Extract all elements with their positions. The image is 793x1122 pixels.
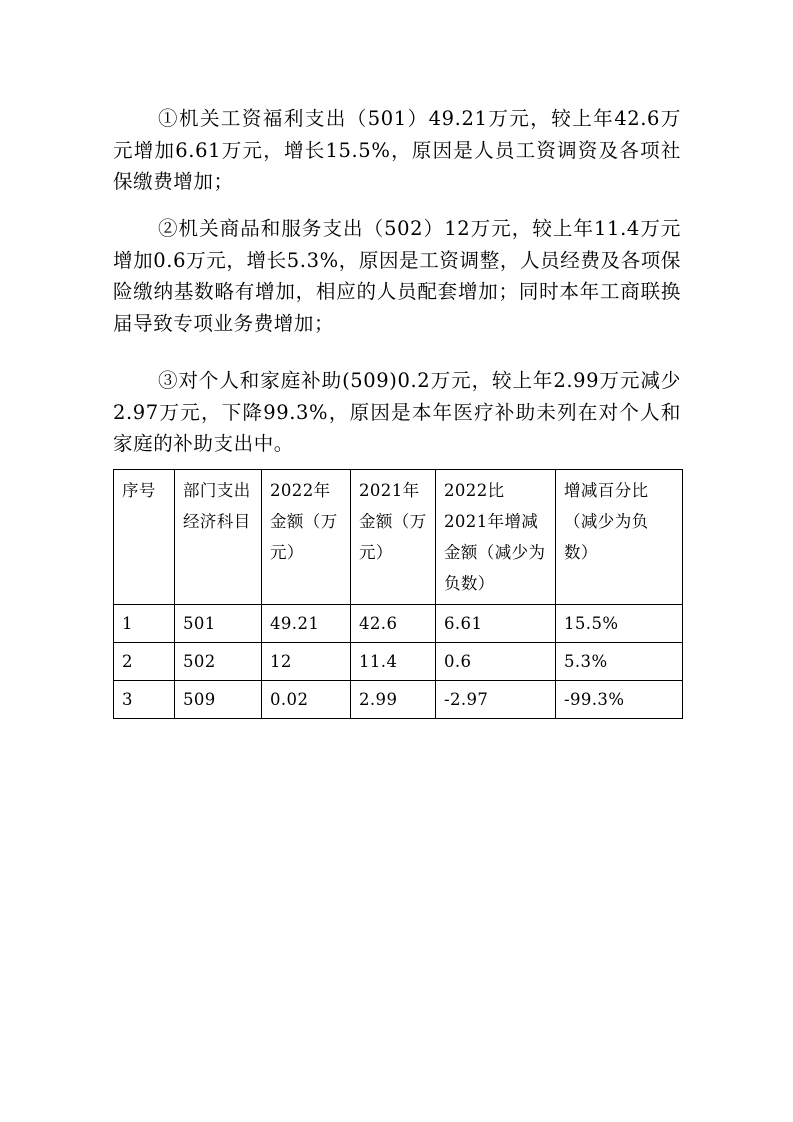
header-economic-category: 部门支出经济科目 bbox=[175, 470, 262, 605]
header-change-percent: 增减百分比（减少为负数） bbox=[556, 470, 683, 605]
cell-amount-2021: 42.6 bbox=[351, 605, 436, 643]
paragraph-wage-welfare-expenditure: ①机关工资福利支出（501）49.21万元，较上年42.6万元增加6.61万元，增长15.5%，原因是人员工资调资及各项社保缴费增加； bbox=[113, 107, 681, 193]
cell-change-percent: 5.3% bbox=[556, 643, 683, 681]
table-row bbox=[114, 643, 683, 681]
cell-change-amount: 0.6 bbox=[436, 643, 556, 681]
cell-change-percent: 15.5% bbox=[556, 605, 683, 643]
cell-category: 501 bbox=[175, 605, 262, 643]
cell-amount-2022: 49.21 bbox=[262, 605, 351, 643]
table-header-row bbox=[114, 470, 683, 605]
cell-change-amount: 6.61 bbox=[436, 605, 556, 643]
table-row bbox=[114, 605, 683, 643]
cell-change-amount: -2.97 bbox=[436, 681, 556, 719]
cell-category: 502 bbox=[175, 643, 262, 681]
table-row bbox=[114, 681, 683, 719]
cell-amount-2021: 2.99 bbox=[351, 681, 436, 719]
cell-index: 1 bbox=[114, 605, 175, 643]
cell-amount-2022: 0.02 bbox=[262, 681, 351, 719]
header-amount-2022: 2022年金额（万元） bbox=[262, 470, 351, 605]
expenditure-comparison-table bbox=[113, 469, 683, 719]
paragraph-household-subsidy: ③对个人和家庭补助(509)0.2万元，较上年2.99万元减少2.97万元，下降99.3%，原因是本年医疗补助未列在对个人和家庭的补助支出中。 bbox=[113, 369, 681, 455]
cell-category: 509 bbox=[175, 681, 262, 719]
cell-change-percent: -99.3% bbox=[556, 681, 683, 719]
header-change-amount: 2022比2021年增减金额（减少为负数） bbox=[436, 470, 556, 605]
cell-amount-2022: 12 bbox=[262, 643, 351, 681]
paragraph-goods-services-expenditure: ②机关商品和服务支出（502）12万元，较上年11.4万元增加0.6万元，增长5.3%，原因是工资调整，人员经费及各项保险缴纳基数略有增加，相应的人员配套增加；同时本年工商联换届导致专项业务费增加； bbox=[113, 217, 681, 335]
cell-index: 3 bbox=[114, 681, 175, 719]
header-amount-2021: 2021年金额（万元） bbox=[351, 470, 436, 605]
cell-index: 2 bbox=[114, 643, 175, 681]
cell-amount-2021: 11.4 bbox=[351, 643, 436, 681]
header-index: 序号 bbox=[114, 470, 175, 605]
